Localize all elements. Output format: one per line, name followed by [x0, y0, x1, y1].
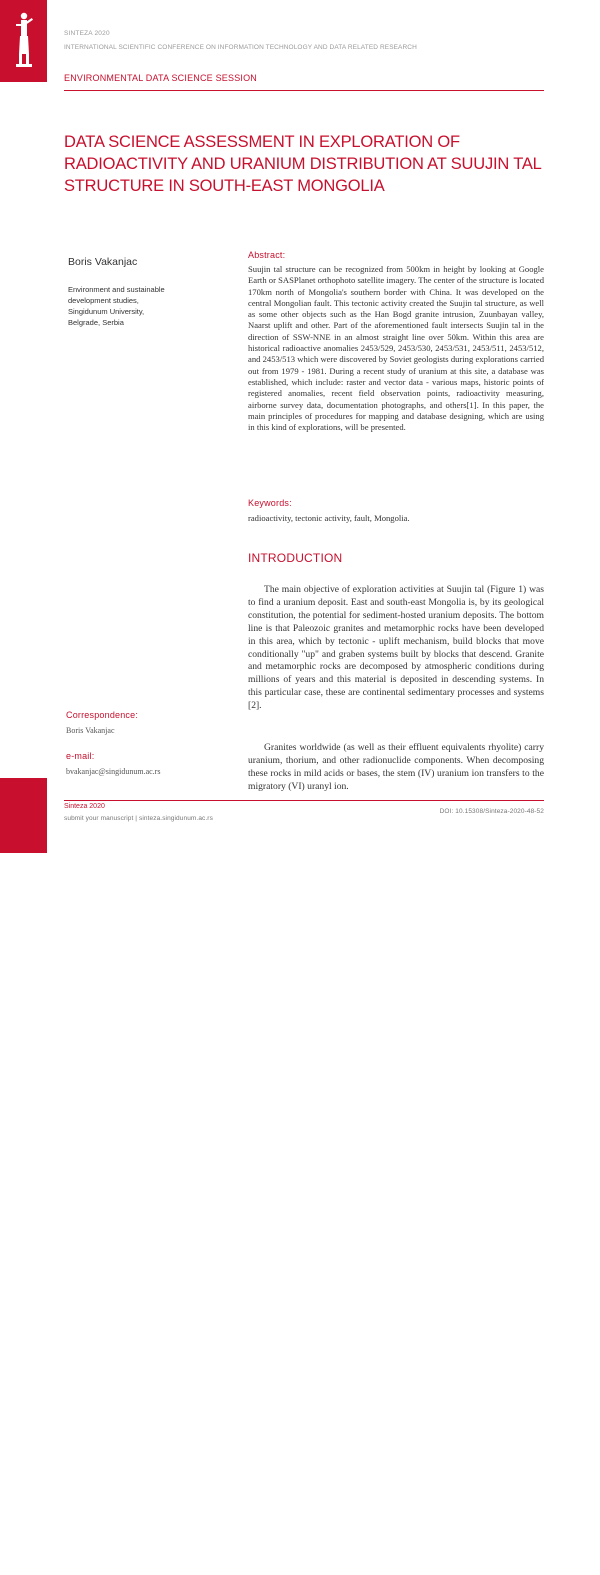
author-name: Boris Vakanjac — [68, 256, 138, 268]
affiliation-line: development studies, — [68, 296, 139, 305]
email-label: e-mail: — [66, 751, 95, 761]
statue-logo-icon — [12, 10, 36, 72]
footer-divider — [64, 800, 544, 801]
affiliation-line: Belgrade, Serbia — [68, 318, 124, 327]
conference-short-name: SINTEZA 2020 — [64, 30, 110, 37]
correspondence-label: Correspondence: — [66, 710, 139, 720]
footer-conference: Sinteza 2020 — [64, 803, 105, 810]
keywords-label: Keywords: — [248, 498, 292, 508]
paper-title: DATA SCIENCE ASSESSMENT IN EXPLORATION OF RADIOACTIVITY AND URANIUM DISTRIBUTION AT SUUJIN TAL STRUCTURE IN SOUTH-EAST MONGOLIA — [64, 133, 542, 195]
correspondence-name: Boris Vakanjac — [66, 726, 115, 735]
email-link[interactable]: bvakanjac@singidunum.ac.rs — [66, 767, 161, 776]
keywords-text: radioactivity, tectonic activity, fault, Mongolia. — [248, 513, 410, 523]
footer-doi[interactable]: DOI: 10.15308/Sinteza-2020-48-52 — [439, 808, 544, 815]
abstract-label: Abstract: — [248, 250, 286, 260]
header-red-strip — [0, 0, 47, 82]
abstract-text: Suujin tal structure can be recognized from 500km in height by looking at Google Earth or SASPlanet orthophoto satellite imagery. The center of the structure is located 170km north of Mongolia's southern border with China. It was developed on the central Mongolian fault. This tectonic activity created the Suujin tal structure, as well as some other objects such as the Han Bogd granite intrusion, Zuunbayan valley, Naarst uplift and other. Part of the aforementioned fault intersects Suujin tal in the direction of SSW-NNE in an almost straight line over 50km. Within this area are historical radioactive anomalies 2453/529, 2453/530, 2453/531, 2453/511, 2453/512, and 2453/513 which were discovered by Soviet geologists during explorations carried out from 1979 - 1981. During a recent study of uranium at this site, a database was established, which include: raster and vector data - various maps, historic points of registered anomalies, recent field observation points, radioactivity measuring, airborne survey data, documentation photographs, and others[1]. In this paper, the main principles of procedures for mapping and database designing, which are using in this kind of explorations, will be presented. — [248, 264, 544, 433]
conference-full-name: INTERNATIONAL SCIENTIFIC CONFERENCE ON INFORMATION TECHNOLOGY AND DATA RELATED RESEARCH — [64, 44, 417, 51]
footer-red-strip — [0, 778, 47, 1575]
author-affiliation — [68, 284, 188, 328]
affiliation-line: Singidunum University, — [68, 307, 145, 316]
session-label: ENVIRONMENTAL DATA SCIENCE SESSION — [64, 73, 258, 83]
session-divider — [64, 90, 544, 91]
intro-paragraph-2: Granites worldwide (as well as their effluent equivalents rhyolite) carry uranium, thorium, and other radionuclide components. When decomposing these rocks in mild acids or bases, the stem (IV) uranium ion transfers to the migratory (VI) uranyl ion. — [248, 742, 544, 792]
introduction-heading: INTRODUCTION — [248, 551, 343, 565]
affiliation-line: Environment and sustainable — [68, 285, 165, 294]
footer-submit-link[interactable]: submit your manuscript | sinteza.singidunum.ac.rs — [64, 815, 213, 822]
page-number: 48 — [12, 1565, 23, 1575]
intro-paragraph-1: The main objective of exploration activities at Suujin tal (Figure 1) was to find a uranium deposit. East and south-east Mongolia is, by its geological constitution, the potential for sediment-hosted uranium deposits. The bottom line is that Paleozoic granites and metamorphic rocks have been developed in this area, which by tectonic - uplift mechanism, build blocks that move conditionally "up" and graben systems built by blocks that descend. Granite and metamorphic rocks are decomposed by atmospheric conditions during millions of years and this material is deposited in descending systems. In this particular case, these are continental sedimentary processes and systems [2]. — [248, 584, 544, 712]
